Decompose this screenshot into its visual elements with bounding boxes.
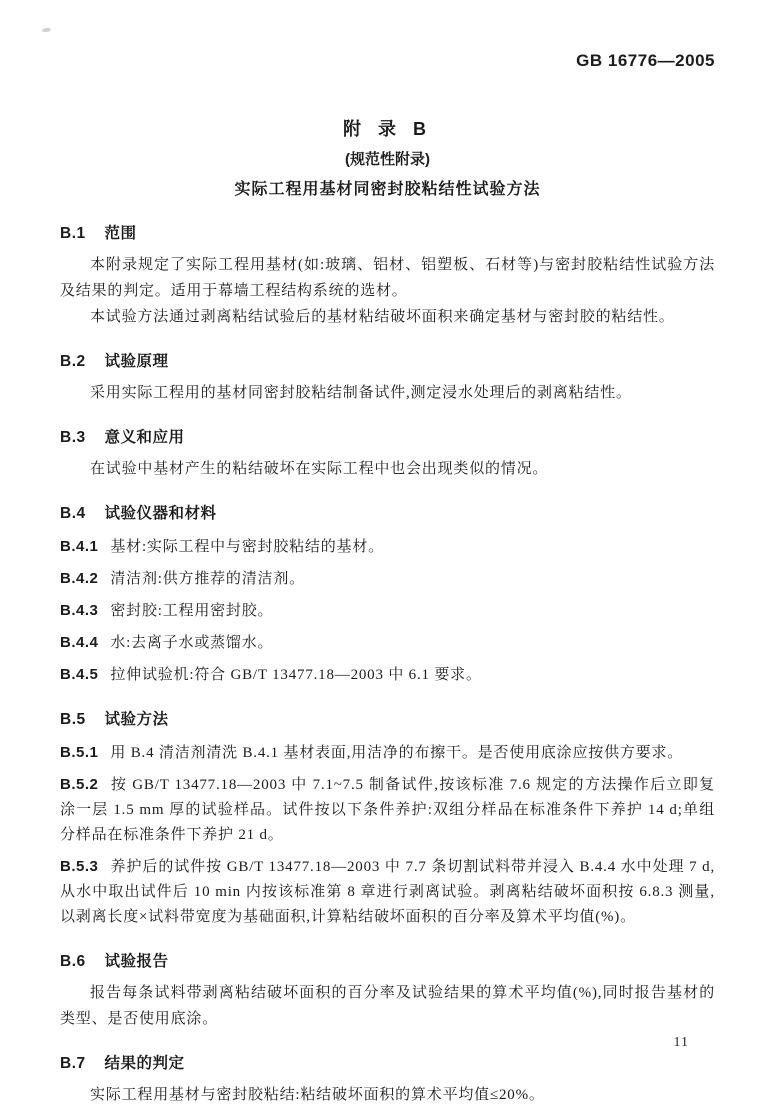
section-title: 试验仪器和材料 — [104, 505, 217, 522]
section-b7 — [60, 1053, 715, 1108]
clause — [60, 598, 715, 624]
clause-text: 拉伸试验机:符合 GB/T 13477.18—2003 中 6.1 要求。 — [110, 667, 482, 683]
appendix-title-block — [60, 116, 715, 202]
clause-text: 养护后的试件按 GB/T 13477.18—2003 中 7.7 条切割试料带并浸入 B.4.4 水中处理 7 d,从水中取出试件后 10 min 内按该标准第 8 章进行剥离试验。剥离粘结破坏面积按 6.8.3 测量,以剥离长度×试料带宽度为基础面积,计算粘结破坏面积的百分率及算术平均值(%)。 — [60, 859, 715, 925]
section-title: 结果的判定 — [104, 1055, 185, 1072]
section-b3 — [60, 427, 715, 482]
clause-text: 用 B.4 清洁剂清洗 B.4.1 基材表面,用洁净的布擦干。是否使用底涂应按供方要求。 — [110, 745, 684, 761]
clause-number: B.5.1 — [60, 744, 99, 761]
clause-number: B.5.2 — [60, 776, 99, 793]
doc-number: GB 16776—2005 — [576, 51, 715, 70]
section-title: 意义和应用 — [104, 429, 185, 446]
section-heading — [60, 503, 715, 524]
clause — [60, 630, 715, 656]
clause-number: B.4.5 — [60, 666, 99, 683]
clause-text: 基材:实际工程中与密封胶粘结的基材。 — [110, 539, 384, 555]
section-title: 试验方法 — [104, 711, 169, 728]
paragraph: 采用实际工程用的基材同密封胶粘结制备试件,测定浸水处理后的剥离粘结性。 — [90, 385, 632, 401]
clause-text: 清洁剂:供方推荐的清洁剂。 — [110, 571, 305, 587]
clause — [60, 566, 715, 592]
section-heading — [60, 709, 715, 730]
clause-number: B.4.4 — [60, 634, 99, 651]
paragraph: 实际工程用基材与密封胶粘结:粘结破坏面积的算术平均值≤20%。 — [90, 1087, 545, 1103]
clause-text: 水:去离子水或蒸馏水。 — [110, 635, 274, 651]
scan-artifact — [42, 27, 51, 32]
clause-number: B.4.1 — [60, 538, 99, 555]
page-header — [60, 50, 715, 72]
clause — [60, 662, 715, 688]
section-heading — [60, 951, 715, 972]
clause — [60, 854, 715, 930]
section-title: 范围 — [104, 225, 137, 242]
clause-text: 按 GB/T 13477.18—2003 中 7.1~7.5 制备试件,按该标准 7.6 规定的方法操作后立即复涂一层 1.5 mm 厚的试验样品。试件按以下条件养护:双组分样品在标准条件下养护 14 d;单组分样品在标准条件下养护 21 d。 — [60, 777, 715, 843]
section-number: B.6 — [60, 953, 86, 970]
section-heading — [60, 427, 715, 448]
section-number: B.2 — [60, 353, 86, 370]
section-title: 试验原理 — [104, 353, 169, 370]
page-number: 11 — [673, 1035, 689, 1050]
section-heading — [60, 351, 715, 372]
clause — [60, 772, 715, 848]
section-b6 — [60, 951, 715, 1032]
section-number: B.3 — [60, 429, 86, 446]
section-b5 — [60, 709, 715, 930]
section-heading — [60, 223, 715, 244]
clause-number: B.4.3 — [60, 602, 99, 619]
appendix-name: 实际工程用基材同密封胶粘结性试验方法 — [234, 181, 541, 198]
appendix-subtitle: (规范性附录) — [345, 151, 430, 168]
paragraph: 本附录规定了实际工程用基材(如:玻璃、铝材、铝塑板、石材等)与密封胶粘结性试验方法及结果的判定。适用于幕墙工程结构系统的选材。 — [60, 257, 715, 299]
clause-number: B.4.2 — [60, 570, 99, 587]
clause-number: B.5.3 — [60, 858, 99, 875]
section-b2 — [60, 351, 715, 406]
paragraph: 在试验中基材产生的粘结破坏在实际工程中也会出现类似的情况。 — [90, 461, 549, 477]
section-number: B.4 — [60, 505, 86, 522]
section-number: B.7 — [60, 1055, 86, 1072]
clause-text: 密封胶:工程用密封胶。 — [110, 603, 274, 619]
section-heading — [60, 1053, 715, 1074]
section-number: B.5 — [60, 711, 86, 728]
appendix-title: 附 录 B — [342, 119, 432, 139]
section-number: B.1 — [60, 225, 86, 242]
paragraph: 报告每条试料带剥离粘结破坏面积的百分率及试验结果的算术平均值(%),同时报告基材的类型、是否使用底涂。 — [60, 985, 715, 1027]
section-b1 — [60, 223, 715, 330]
paragraph: 本试验方法通过剥离粘结试验后的基材粘结破坏面积来确定基材与密封胶的粘结性。 — [90, 309, 675, 325]
clause — [60, 740, 715, 766]
section-title: 试验报告 — [104, 953, 169, 970]
section-b4 — [60, 503, 715, 688]
clause — [60, 534, 715, 560]
